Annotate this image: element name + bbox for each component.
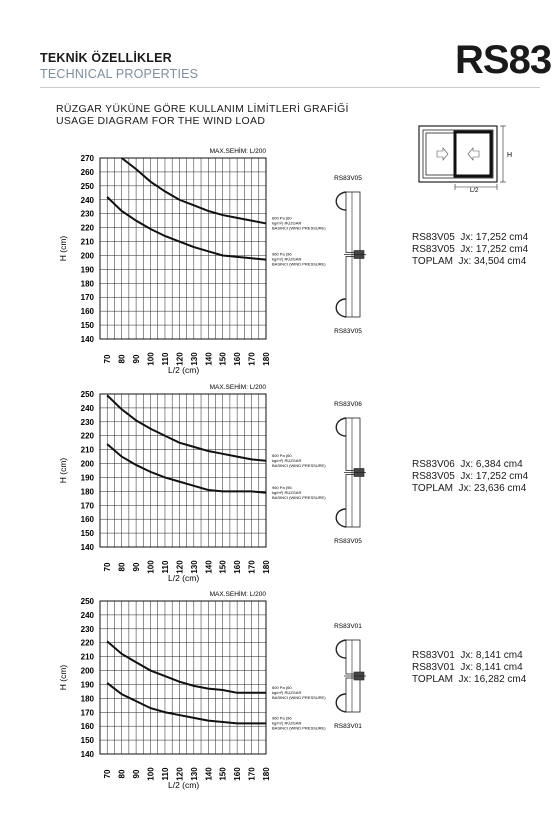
x-tick-label: 180 bbox=[262, 352, 271, 366]
profile-body-top bbox=[346, 192, 360, 253]
y-tick-label: 260 bbox=[80, 167, 94, 177]
series-legend: kg/m²) RÜZGAR bbox=[272, 720, 302, 726]
x-tick-label: 130 bbox=[189, 560, 199, 574]
x-tick-label: 160 bbox=[233, 560, 243, 574]
profile-label-bottom: RS83V05 bbox=[334, 328, 362, 335]
x-tick-label: 180 bbox=[262, 560, 271, 574]
series-legend: BASINCI (WIND PRESSURE) bbox=[272, 462, 326, 468]
x-tick-label: 140 bbox=[204, 560, 214, 574]
x-tick-label: 110 bbox=[160, 560, 170, 574]
y-axis-label: H (cm) bbox=[58, 664, 68, 691]
x-tick-label: 120 bbox=[175, 560, 185, 574]
y-tick-label: 210 bbox=[80, 445, 94, 455]
spec-total: TOPLAM Jx: 16,282 cm4 bbox=[412, 674, 527, 685]
profile-body-bottom bbox=[346, 678, 360, 712]
spec-block-3 bbox=[412, 650, 526, 686]
series-legend: kg/m²) RÜZGAR bbox=[272, 220, 302, 226]
y-tick-label: 200 bbox=[80, 459, 94, 469]
x-tick-label: 100 bbox=[146, 560, 156, 574]
y-tick-label: 200 bbox=[80, 251, 94, 261]
y-tick-label: 150 bbox=[80, 529, 94, 539]
series-legend: kg/m²) RÜZGAR bbox=[272, 689, 302, 695]
spec-block-2 bbox=[412, 459, 528, 495]
series-legend: 600 Pa (60 bbox=[272, 215, 292, 221]
series-legend: 960 Pa (96 bbox=[272, 715, 292, 721]
series-legend: BASINCI (WIND PRESSURE) bbox=[272, 261, 326, 267]
series-legend: BASINCI (WIND PRESSURE) bbox=[272, 725, 326, 731]
y-tick-label: 160 bbox=[80, 307, 94, 317]
profile-body-top bbox=[346, 640, 360, 674]
x-tick-label: 150 bbox=[218, 352, 228, 366]
y-tick-label: 170 bbox=[80, 501, 94, 511]
profile-hook-bottom bbox=[336, 509, 346, 527]
y-tick-label: 220 bbox=[80, 431, 94, 441]
x-tick-label: 120 bbox=[175, 767, 185, 781]
width-label: L/2 bbox=[470, 188, 479, 194]
x-tick-label: 70 bbox=[103, 562, 113, 572]
x-tick-label: 160 bbox=[233, 352, 243, 366]
profile-label-bottom: RS83V01 bbox=[334, 723, 362, 730]
x-tick-label: 170 bbox=[247, 352, 257, 366]
chart-title: MAX.SEHİM: L/200 bbox=[209, 148, 266, 155]
plot-frame bbox=[100, 601, 266, 754]
y-tick-label: 190 bbox=[80, 680, 94, 690]
chart-title: MAX.SEHİM: L/200 bbox=[209, 591, 266, 598]
x-tick-label: 130 bbox=[189, 767, 199, 781]
y-axis-label: H (cm) bbox=[58, 235, 68, 262]
y-tick-label: 190 bbox=[80, 265, 94, 275]
y-tick-label: 150 bbox=[80, 736, 94, 746]
y-tick-label: 250 bbox=[80, 390, 94, 399]
x-axis-label: L/2 (cm) bbox=[168, 365, 200, 375]
series-legend: 600 Pa (60 bbox=[272, 684, 292, 690]
x-tick-label: 90 bbox=[132, 769, 142, 779]
y-tick-label: 230 bbox=[80, 417, 94, 427]
profile-label-top: RS83V01 bbox=[334, 623, 362, 630]
y-tick-label: 230 bbox=[80, 209, 94, 219]
y-tick-label: 210 bbox=[80, 237, 94, 247]
section-title-tr: RÜZGAR YÜKÜNE GÖRE KULLANIM LİMİTLERİ GRAFİĞİ bbox=[56, 103, 349, 115]
spec-line: RS83V05 Jx: 17,252 cm4 bbox=[412, 471, 529, 482]
series-legend: BASINCI (WIND PRESSURE) bbox=[272, 694, 326, 700]
y-tick-label: 220 bbox=[80, 223, 94, 233]
series-legend: BASINCI (WIND PRESSURE) bbox=[272, 225, 326, 231]
profile-hook-top bbox=[336, 192, 346, 210]
profile-label-top: RS83V05 bbox=[334, 175, 362, 182]
profile-body-bottom bbox=[346, 257, 360, 318]
page-title-en: TECHNICAL PROPERTIES bbox=[40, 67, 199, 81]
y-tick-label: 250 bbox=[80, 181, 94, 191]
y-tick-label: 250 bbox=[80, 597, 94, 606]
y-tick-label: 180 bbox=[80, 694, 94, 704]
x-tick-label: 130 bbox=[189, 352, 199, 366]
x-tick-label: 70 bbox=[103, 769, 113, 779]
series-legend: 960 Pa (96 bbox=[272, 251, 292, 257]
plot-frame bbox=[100, 158, 266, 339]
x-tick-label: 110 bbox=[160, 767, 170, 781]
profile-hook-bottom bbox=[336, 694, 346, 712]
series-legend: kg/m²) RÜZGAR bbox=[272, 489, 302, 495]
plot-frame bbox=[100, 394, 266, 547]
y-tick-label: 240 bbox=[80, 610, 94, 620]
x-tick-label: 150 bbox=[218, 767, 228, 781]
spec-line: RS83V01 Jx: 8,141 cm4 bbox=[412, 662, 523, 673]
x-tick-label: 180 bbox=[262, 767, 271, 781]
x-tick-label: 170 bbox=[247, 560, 257, 574]
profile-hook-top bbox=[336, 640, 346, 658]
x-tick-label: 100 bbox=[146, 352, 156, 366]
x-tick-label: 140 bbox=[204, 352, 214, 366]
y-tick-label: 160 bbox=[80, 515, 94, 525]
y-tick-label: 160 bbox=[80, 722, 94, 732]
x-tick-label: 100 bbox=[146, 767, 156, 781]
profile-body-top bbox=[346, 418, 360, 471]
y-tick-label: 200 bbox=[80, 666, 94, 676]
profile-body-bottom bbox=[346, 475, 360, 528]
y-tick-label: 190 bbox=[80, 473, 94, 483]
spec-total: TOPLAM Jx: 23,636 cm4 bbox=[412, 483, 527, 494]
series-legend: BASINCI (WIND PRESSURE) bbox=[272, 494, 326, 500]
y-tick-label: 170 bbox=[80, 708, 94, 718]
x-tick-label: 80 bbox=[117, 354, 127, 364]
height-label: H bbox=[507, 152, 513, 159]
x-tick-label: 90 bbox=[132, 562, 142, 572]
y-tick-label: 230 bbox=[80, 624, 94, 634]
y-tick-label: 220 bbox=[80, 638, 94, 648]
x-axis-label: L/2 (cm) bbox=[168, 573, 200, 583]
x-tick-label: 70 bbox=[103, 354, 113, 364]
y-axis-label: H (cm) bbox=[58, 457, 68, 484]
model-name: RS83 bbox=[455, 38, 552, 82]
y-tick-label: 270 bbox=[80, 154, 94, 163]
section-title-en: USAGE DIAGRAM FOR THE WIND LOAD bbox=[56, 115, 266, 127]
spec-total: TOPLAM Jx: 34,504 cm4 bbox=[412, 256, 527, 267]
y-tick-label: 140 bbox=[80, 335, 94, 344]
x-tick-label: 160 bbox=[233, 767, 243, 781]
series-legend: 600 Pa (60 bbox=[272, 452, 292, 458]
y-tick-label: 170 bbox=[80, 293, 94, 303]
x-tick-label: 140 bbox=[204, 767, 214, 781]
spec-line: RS83V05 Jx: 17,252 cm4 bbox=[412, 244, 529, 255]
x-tick-label: 170 bbox=[247, 767, 257, 781]
x-axis-label: L/2 (cm) bbox=[168, 780, 200, 790]
y-tick-label: 140 bbox=[80, 750, 94, 759]
y-tick-label: 240 bbox=[80, 403, 94, 413]
series-legend: 960 Pa (96 bbox=[272, 484, 292, 490]
x-tick-label: 90 bbox=[132, 354, 142, 364]
spec-line: RS83V05 Jx: 17,252 cm4 bbox=[412, 232, 529, 243]
y-tick-label: 150 bbox=[80, 321, 94, 331]
y-tick-label: 240 bbox=[80, 195, 94, 205]
page-title-tr: TEKNİK ÖZELLİKLER bbox=[40, 51, 172, 65]
profile-label-top: RS83V06 bbox=[334, 401, 362, 408]
y-tick-label: 210 bbox=[80, 652, 94, 662]
y-tick-label: 180 bbox=[80, 487, 94, 497]
series-legend: kg/m²) RÜZGAR bbox=[272, 457, 302, 463]
profile-label-bottom: RS83V05 bbox=[334, 538, 362, 545]
x-tick-label: 80 bbox=[117, 769, 127, 779]
series-legend: kg/m²) RÜZGAR bbox=[272, 256, 302, 262]
y-tick-label: 140 bbox=[80, 543, 94, 552]
profile-hook-bottom bbox=[336, 299, 346, 317]
x-tick-label: 150 bbox=[218, 560, 228, 574]
spec-line: RS83V06 Jx: 6,384 cm4 bbox=[412, 459, 523, 470]
y-tick-label: 180 bbox=[80, 279, 94, 289]
spec-line: RS83V01 Jx: 8,141 cm4 bbox=[412, 650, 523, 661]
profile-hook-top bbox=[336, 418, 346, 436]
x-tick-label: 110 bbox=[160, 352, 170, 366]
spec-block-1 bbox=[412, 232, 528, 268]
x-tick-label: 120 bbox=[175, 352, 185, 366]
x-tick-label: 80 bbox=[117, 562, 127, 572]
chart-title: MAX.SEHİM: L/200 bbox=[209, 384, 266, 391]
